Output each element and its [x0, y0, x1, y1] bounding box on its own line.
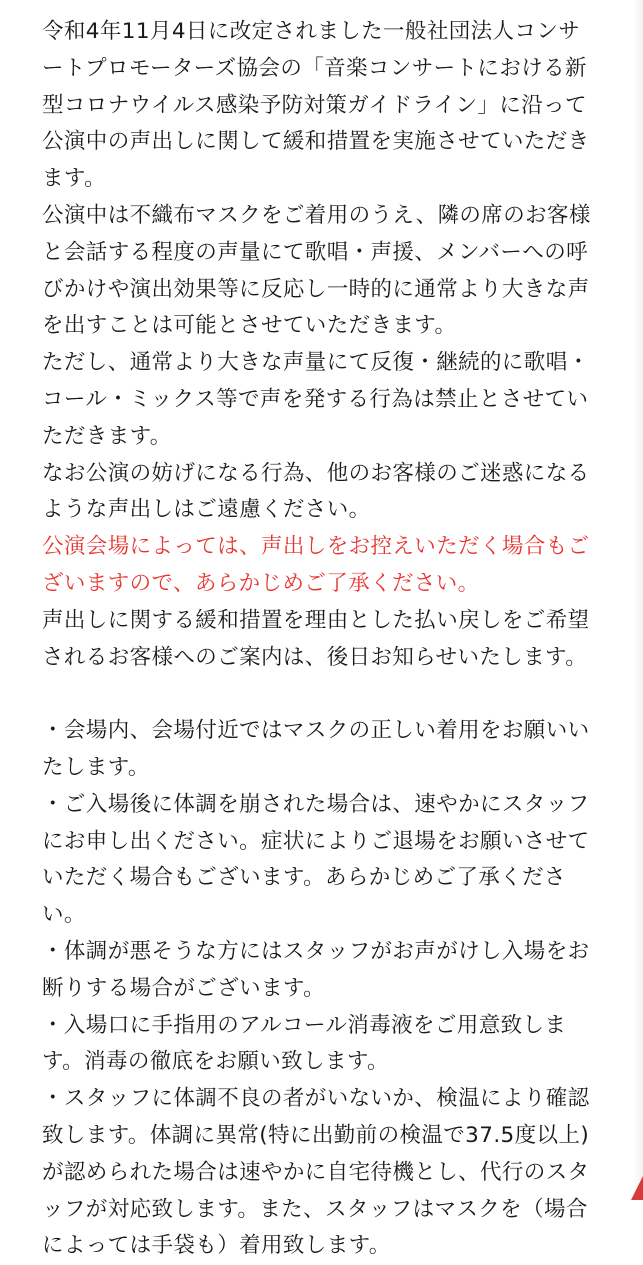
announcement-body	[42, 14, 602, 1265]
bullet-illness: ・ご入場後に体調を崩された場合は、速やかにスタッフにお申し出ください。症状によりご退場をお願いさせていただく場合もございます。あらかじめご了承ください。	[42, 791, 590, 928]
right-edge-shadow	[633, 0, 643, 1200]
bullet-disinfectant: ・入場口に手指用のアルコール消毒液をご用意致します。消毒の徹底をお願い致します。	[42, 1012, 567, 1075]
refund-note: 声出しに関する緩和措置を理由とした払い戻しをご希望されるお客様へのご案内は、後日お知らせいたします。	[42, 607, 590, 670]
bullet-mask: ・会場内、会場付近ではマスクの正しい着用をお願いいたします。	[42, 718, 590, 780]
corner-accent	[631, 1176, 643, 1200]
bullet-refusal: ・体調が悪そうな方にはスタッフがお声がけし入場をお断りする場合がございます。	[42, 938, 590, 1001]
voice-allowance-paragraph: 公演中は不織布マスクをご着用のうえ、隣の席のお客様と会話する程度の声量にて歌唱・声援、メンバーへの呼びかけや演出効果等に反応し一時的に通常より大きな声を出すことは可能とさせていただきます。	[42, 202, 591, 339]
section-spacer	[42, 676, 602, 713]
intro-paragraph: 令和4年11月4日に改定されました一般社団法人コンサートプロモーターズ協会の「音楽コンサートにおける新型コロナウイルス感染予防対策ガイドライン」に沿って公演中の声出しに関して緩和措置を実施させていただきます。	[42, 19, 590, 192]
voice-restriction-paragraph: ただし、通常より大きな声量にて反復・継続的に歌唱・コール・ミックス等で声を発する行為は禁止とさせていただきます。	[42, 350, 590, 449]
bullet-staff-temperature: ・スタッフに体調不良の者がいないか、検温により確認致します。体調に異常(特に出勤前の検温で37.5度以上)が認められた場合は速やかに自宅待機とし、代行のスタッフが対応致します。また、スタッフはマスクを（場合によっては手袋も）着用致します。	[42, 1086, 590, 1259]
venue-notice: 公演会場によっては、声出しをお控えいただく場合もございますので、あらかじめご了承ください。	[42, 534, 590, 596]
courtesy-paragraph: なお公演の妨げになる行為、他のお客様のご迷惑になるような声出しはご遠慮ください。	[42, 460, 590, 523]
